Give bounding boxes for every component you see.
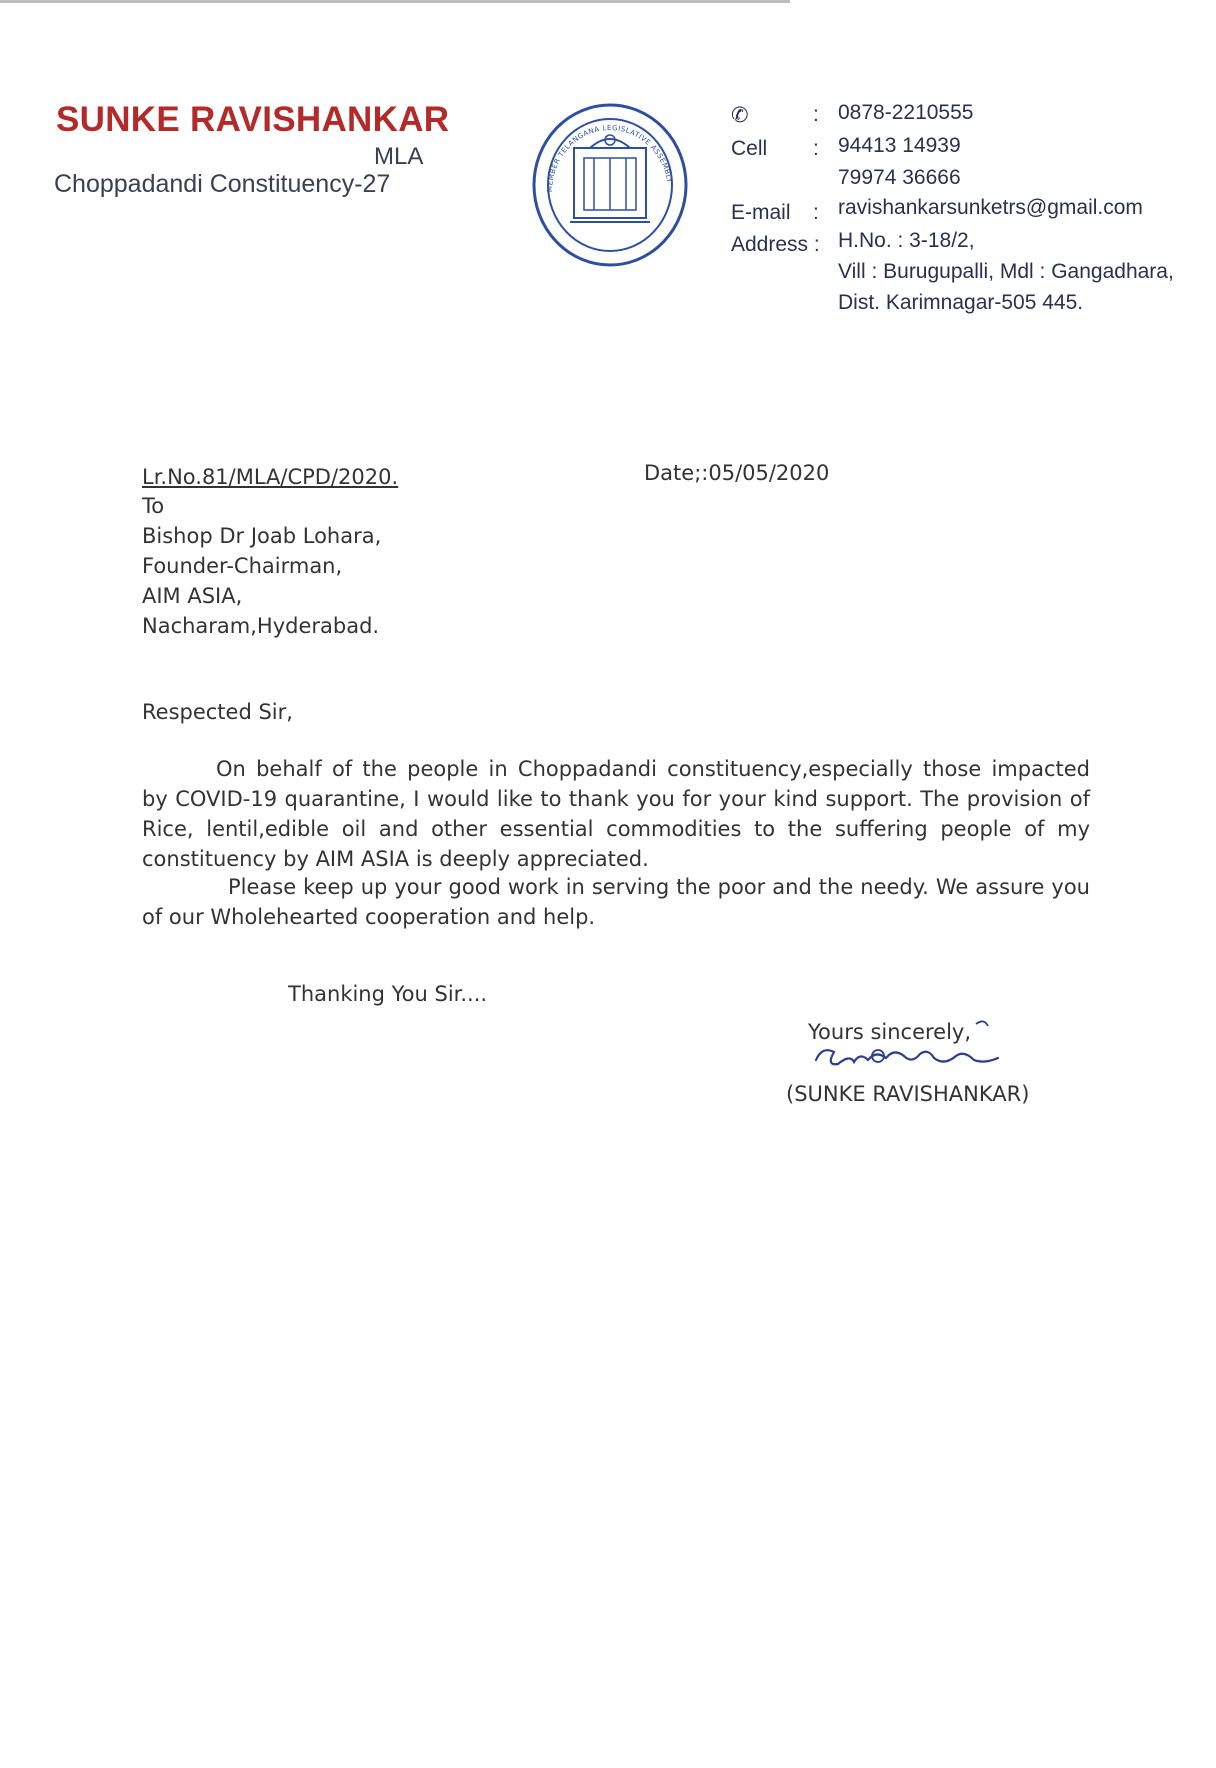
letter-date: Date;:05/05/2020 bbox=[644, 461, 830, 485]
letter-paragraph-2: Please keep up your good work in serving the poor and the needy. We assure you of our Wholehearted cooperation and help. bbox=[142, 875, 1090, 929]
recipient-name: Bishop Dr Joab Lohara, bbox=[142, 524, 382, 548]
recipient-place: Nacharam,Hyderabad. bbox=[142, 614, 380, 638]
to-label: To bbox=[142, 494, 165, 518]
scan-edge-line bbox=[0, 0, 790, 3]
seal-text: MEMBER TELANGANA LEGISLATIVE ASSEMBLY bbox=[545, 123, 674, 193]
recipient-organization: AIM ASIA, bbox=[142, 584, 243, 608]
email-colon: : bbox=[813, 201, 819, 224]
phone-colon: : bbox=[813, 103, 819, 126]
address-line-3: Dist. Karimnagar-505 445. bbox=[838, 291, 1084, 314]
cell-label: Cell bbox=[731, 137, 768, 160]
salutation: Respected Sir, bbox=[142, 700, 293, 724]
phone-icon: ✆ bbox=[731, 104, 749, 127]
cell-number-2: 79974 36666 bbox=[838, 166, 961, 189]
sender-name: SUNKE RAVISHANKAR bbox=[56, 100, 450, 139]
address-line-2: Vill : Burugupalli, Mdl : Gangadhara, bbox=[838, 260, 1174, 283]
signature-icon bbox=[808, 1014, 1008, 1082]
cell-number-1: 94413 14939 bbox=[838, 134, 961, 157]
signatory-name: (SUNKE RAVISHANKAR) bbox=[786, 1082, 1030, 1106]
email-address: ravishankarsunketrs@gmail.com bbox=[838, 196, 1143, 219]
cell-colon: : bbox=[813, 137, 819, 160]
closing-line: Yours sincerely, bbox=[808, 1020, 972, 1044]
reference-number: Lr.No.81/MLA/CPD/2020. bbox=[142, 465, 399, 489]
phone-number: 0878-2210555 bbox=[838, 101, 974, 124]
recipient-title: Founder-Chairman, bbox=[142, 554, 343, 578]
address-line-1: H.No. : 3-18/2, bbox=[838, 229, 975, 252]
letter-paragraph-1: On behalf of the people in Choppadandi constituency,especially those impacted by COVID-19 quarantine, I would like to thank you for your kind support. The provision of Rice, lentil,edible oil and other essential commodities to the suffering people of my constituency by AIM ASIA is deeply appreciated. bbox=[142, 757, 1090, 871]
sender-constituency: Choppadandi Constituency-27 bbox=[54, 170, 391, 198]
address-label: Address : bbox=[731, 233, 820, 256]
sender-designation: MLA bbox=[374, 143, 424, 170]
assembly-seal-icon bbox=[530, 100, 690, 270]
thanking-line: Thanking You Sir.... bbox=[288, 982, 488, 1006]
email-label: E-mail bbox=[731, 201, 791, 224]
